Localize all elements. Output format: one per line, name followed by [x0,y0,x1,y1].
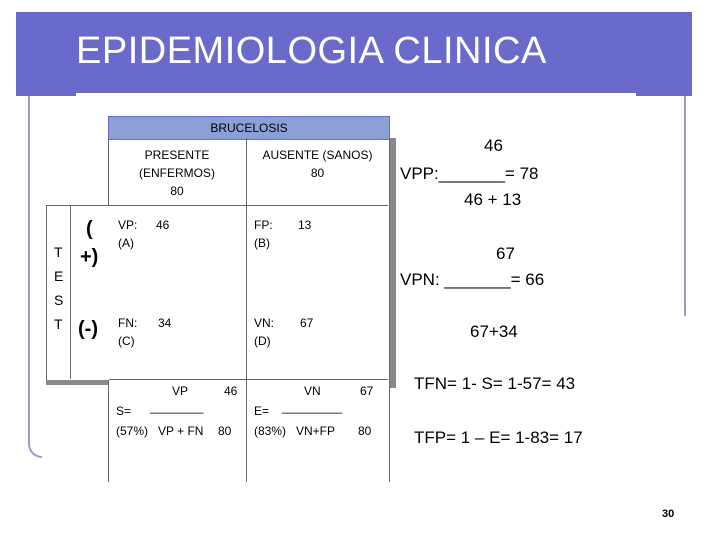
s-denominator-value: 80 [218,424,232,438]
test-letter-t: T [54,244,63,260]
col-presente-line1: PRESENTE [144,148,210,162]
cell-fn-value: 34 [158,316,172,330]
left-margin [0,0,16,540]
vpp-denominator: 46 + 13 [464,190,522,209]
col-ausente-total: 80 [310,166,325,180]
test-letter-e: E [54,268,64,284]
cell-fp-label: FP: [254,218,273,232]
s-percent: (57%) [116,424,149,438]
col-presente-line2: (ENFERMOS) [139,166,215,180]
e-denominator: VN+FP [296,424,336,438]
title-bar-gap [692,12,720,96]
vpp-numerator: 46 [484,136,503,155]
cell-vn-label: VN: [254,316,275,330]
cell-vn-value: 67 [300,316,314,330]
title-underline [76,93,636,97]
row-divider-top [108,205,388,206]
sign-positive: +) [80,246,99,268]
cell-vp-letter: (A) [118,236,134,250]
col-presente-total: 80 [170,184,184,198]
vpn-formula: VPN: _______= 66 [400,270,545,289]
s-denominator: VP + FN [158,424,204,438]
e-denominator-value: 80 [358,424,372,438]
cell-fp-value: 13 [298,218,312,232]
cell-vp-label: VP: [118,218,138,232]
decor-line-right [680,96,686,316]
decor-line-left [28,96,42,458]
e-fraction-line: _________ [282,400,343,414]
table-header-text: BRUCELOSIS [210,121,288,135]
sign-negative: (-) [78,318,98,340]
table-header [108,116,390,140]
page-number: 30 [662,508,675,520]
vpn-numerator: 67 [496,244,515,263]
cell-fn-label: FN: [118,316,138,330]
col-ausente-header [247,146,388,182]
cell-vp-value: 46 [156,218,170,232]
tfn-formula: TFN= 1- S= 1-57= 43 [414,374,576,393]
s-fraction-line: ________ [150,400,204,414]
test-column-divider [70,205,71,379]
test-letter-s: S [54,292,64,308]
col-presente-header [108,146,246,200]
e-numerator-label: VN [304,384,321,398]
column-divider [246,138,247,482]
vpn-denominator: 67+34 [470,322,518,341]
tfp-formula: TFP= 1 – E= 1-83= 17 [414,428,583,447]
page-title: EPIDEMIOLOGIA CLINICA [76,30,547,72]
s-numerator-label: VP [172,384,189,398]
e-percent: (83%) [254,424,287,438]
sign-positive-open: ( [86,218,93,240]
cell-fp-letter: (B) [254,236,270,250]
e-label: E= [254,404,270,418]
vpp-formula: VPP:_______= 78 [400,164,539,183]
col-ausente-line1: AUSENTE (SANOS) [262,148,373,162]
cell-vn-letter: (D) [254,334,271,348]
s-numerator-value: 46 [224,384,238,398]
e-numerator-value: 67 [360,384,374,398]
s-label: S= [116,404,132,418]
test-letter-t2: T [54,316,63,332]
cell-fn-letter: (C) [118,334,135,348]
